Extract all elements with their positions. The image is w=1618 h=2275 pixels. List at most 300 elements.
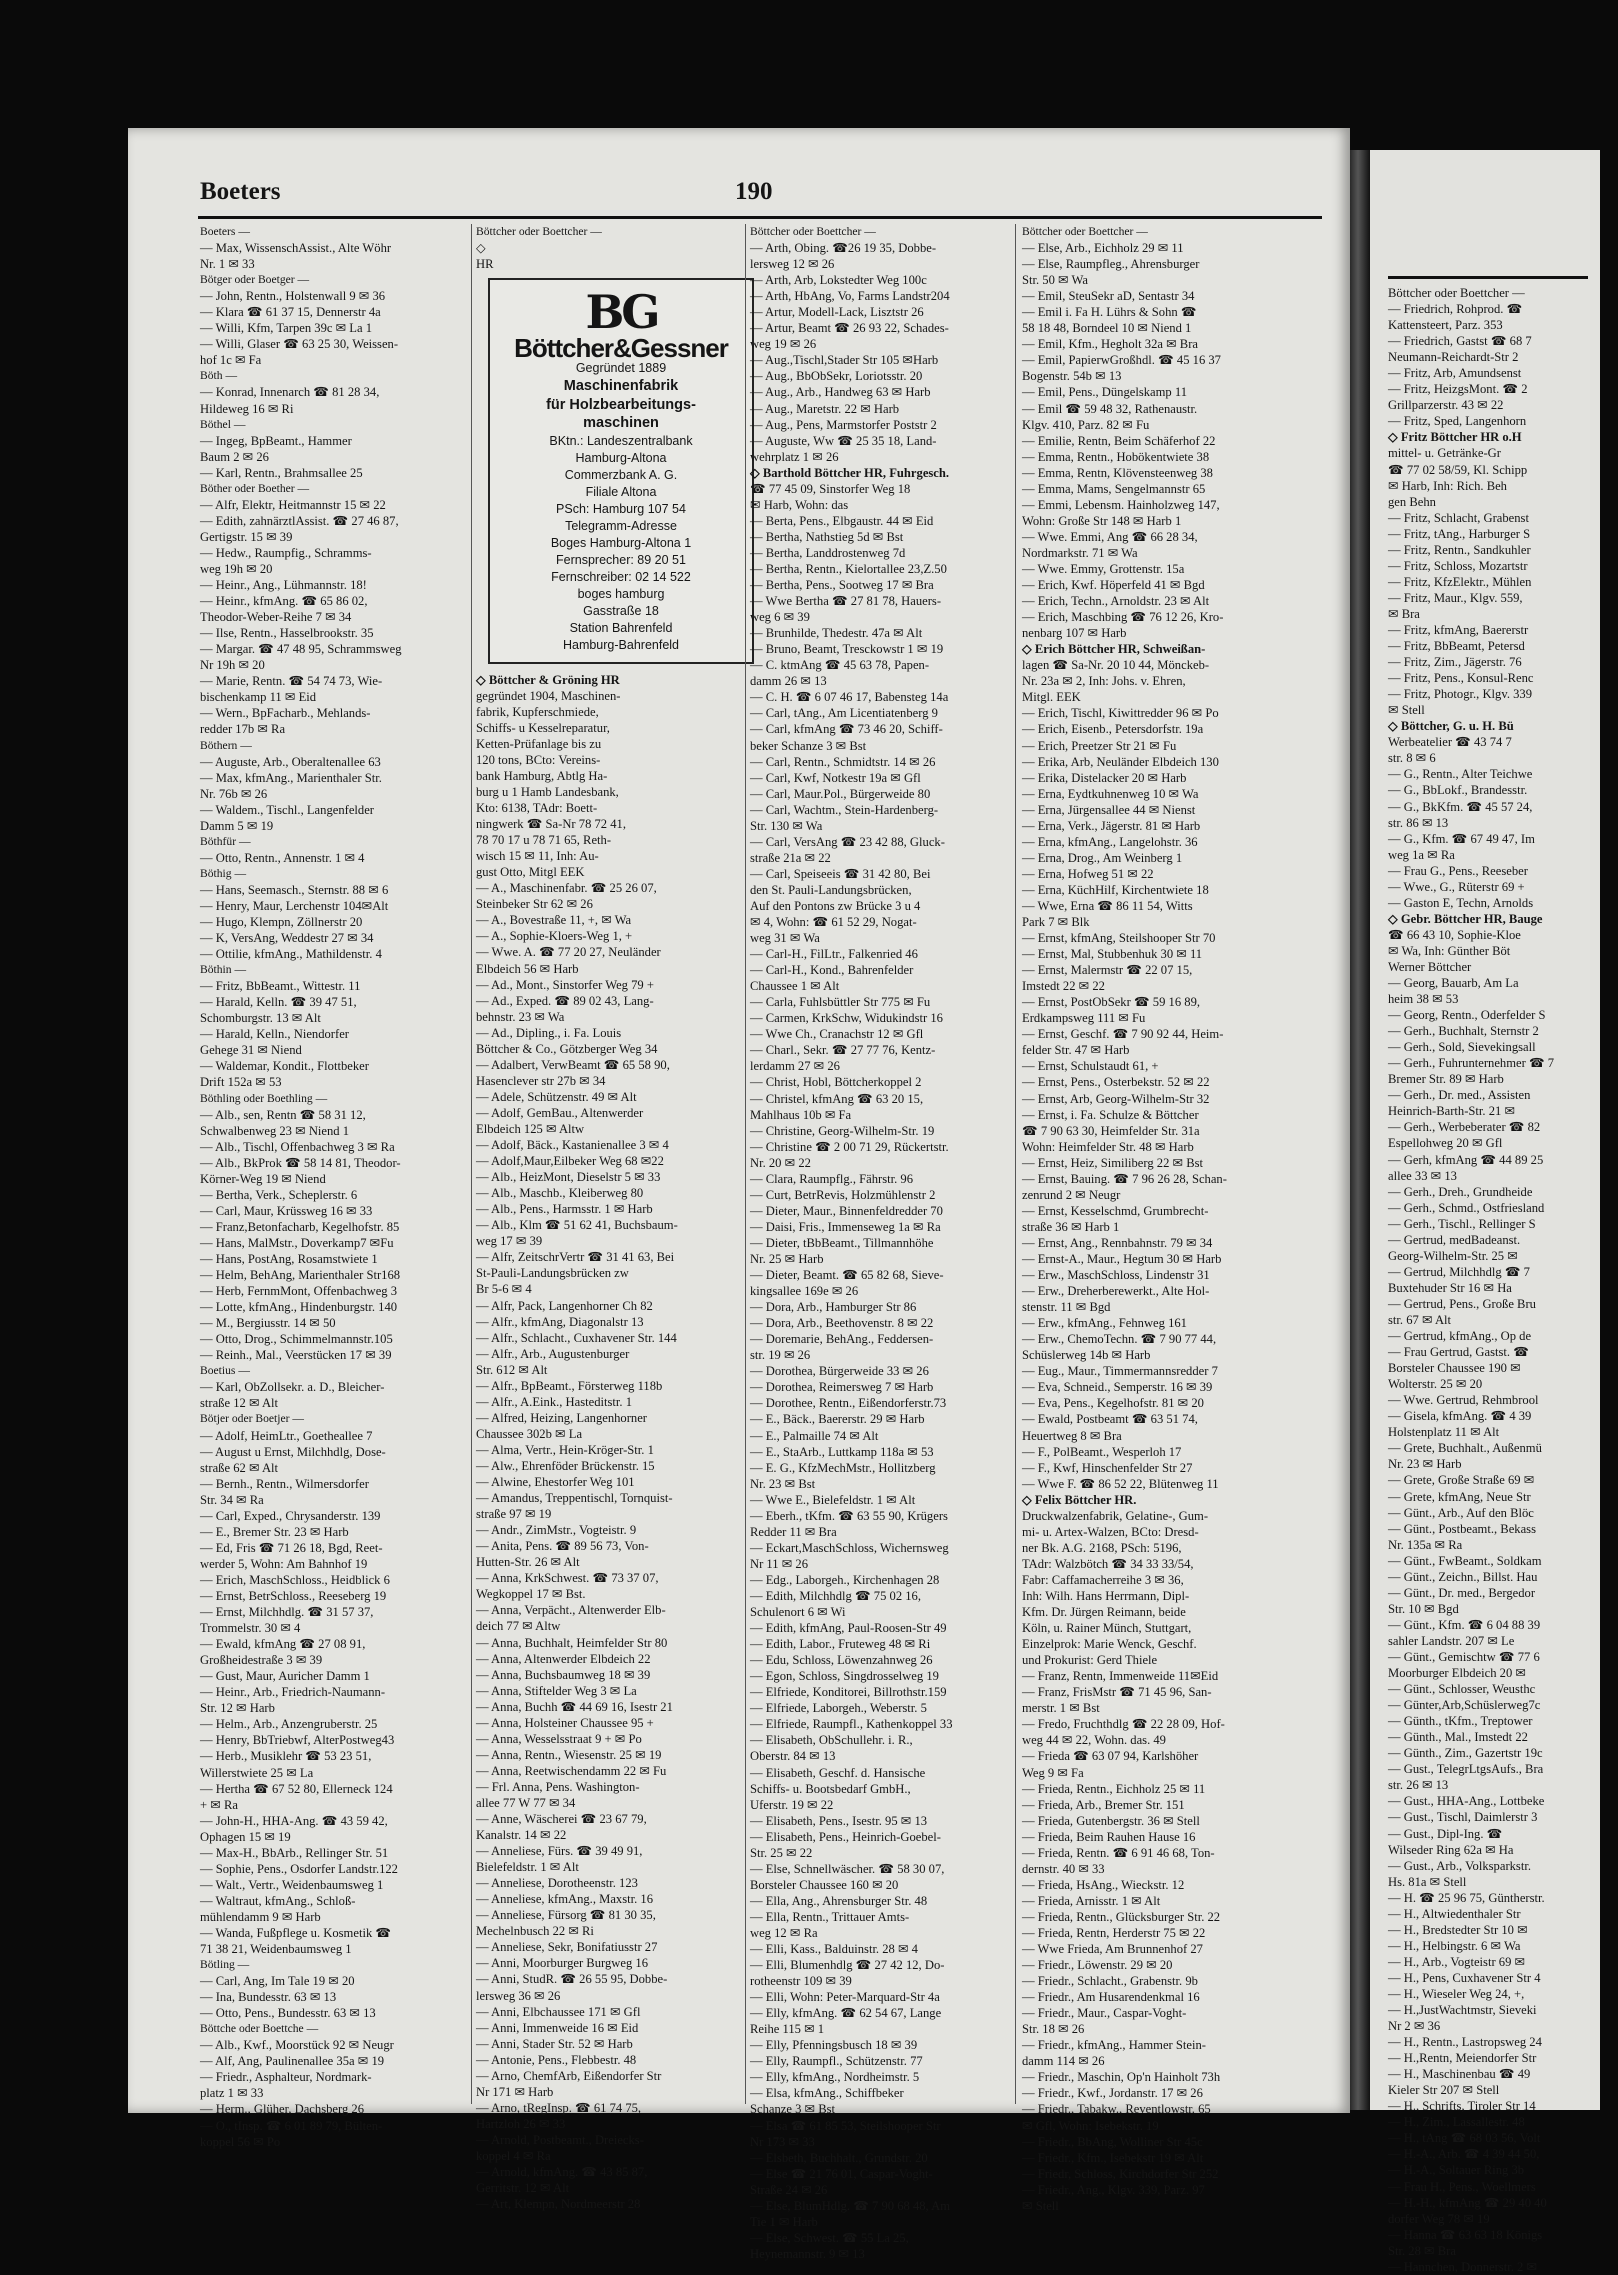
directory-entry: Drift 152a ✉ 53 [200, 1075, 282, 1090]
directory-entry: — Erika, Arb, Neuländer Elbdeich 130 [1022, 754, 1219, 769]
directory-entry: merstr. 1 ✉ Bst [1022, 1701, 1100, 1716]
directory-entry: St-Pauli-Landungsbrücken zw [476, 1266, 629, 1281]
directory-entry: — Ella, Rentn., Trittauer Amts- [750, 1909, 910, 1924]
directory-entry: Inh: Wilh. Hans Herrmann, Dipl- [1022, 1588, 1190, 1603]
directory-entry: Nr. 25 ✉ Harb [750, 1252, 824, 1266]
directory-entry: — Friedr., Am Husarendenkmal 16 [1022, 1990, 1200, 2005]
column-divider [1015, 224, 1016, 2104]
adjacent-entry: ◇ Fritz Böttcher HR o.H [1388, 430, 1522, 445]
directory-entry: — Alfr, ZeitschrVertr ☎ 31 41 63, Bei [476, 1250, 675, 1265]
directory-entry: — Emil, Kfm., Hegholt 32a ✉ Bra [1022, 337, 1198, 352]
directory-entry: Hasenclever str 27b ✉ 34 [476, 1073, 606, 1088]
directory-entry: — Herb., Musiklehr ☎ 53 23 51, [200, 1749, 372, 1764]
directory-entry: — Heinr., kfmAng. ☎ 65 86 02, [200, 594, 368, 609]
directory-entry: — Erna, kfmAng., Langelohstr. 36 [1022, 834, 1198, 849]
directory-entry: — Alfr., BpBeamt., Försterweg 118b [476, 1378, 663, 1393]
directory-entry: 78 70 17 u 78 71 65, Reth- [476, 833, 612, 848]
ad-line: Telegramm-Adresse [565, 518, 677, 533]
directory-entry: — Anneliese, Fürsorg ☎ 81 30 35, [476, 1908, 656, 1923]
ad-line: Commerzbank A. G. [564, 467, 678, 482]
directory-entry: Br 5-6 ✉ 4 [476, 1282, 532, 1297]
directory-entry: — Else, Arb., Eichholz 29 ✉ 11 [1022, 241, 1184, 256]
directory-entry: Auf den Pontons zw Brücke 3 u 4 [750, 898, 921, 913]
directory-entry: — A., Sophie-Kloers-Weg 1, + [476, 929, 633, 944]
directory-entry: — Waltraut, kfmAng., Schloß- [200, 1893, 356, 1908]
adjacent-entry: — Wwe. Gertrud, Rehmbrool [1388, 1393, 1539, 1408]
directory-entry: — Carl, VersAng ☎ 23 42 88, Gluck- [750, 834, 945, 849]
directory-entry: — Else, Raumpfleg., Ahrensburger [1022, 257, 1200, 272]
directory-entry: — Adolf,Maur,Eilbeker Weg 68 ✉22 [476, 1154, 664, 1169]
directory-entry: — Arnold, Postbeamt., Dreiecks- [476, 2132, 644, 2147]
adjacent-entry: Werner Böttcher [1388, 959, 1472, 974]
directory-entry: — E., StaArb., Luttkamp 118a ✉ 53 [750, 1444, 934, 1459]
directory-entry: — Eva, Schneid., Semperstr. 16 ✉ 39 [1022, 1380, 1213, 1395]
directory-entry: — Art, Klempn, Nordmeerstr 28 [476, 2197, 641, 2212]
adjacent-entry: Str. 28 ✉ Bra [1388, 2243, 1456, 2258]
directory-entry: Heuertweg 8 ✉ Bra [1022, 1428, 1122, 1443]
directory-entry: weg 31 ✉ Wa [750, 931, 820, 946]
directory-entry: — Hedw., Raumpfig., Schramms- [200, 545, 372, 560]
directory-entry: — Erich, Tischl, Kiwittredder 96 ✉ Po [1022, 706, 1219, 721]
adjacent-entry: ☎ 66 43 10, Sophie-Kloe [1388, 927, 1521, 942]
ad-line: Hamburg-Bahrenfeld [562, 637, 680, 652]
directory-entry: Böthfür — [200, 834, 251, 848]
ad-line: für Holzbearbeitungs- [546, 396, 696, 413]
adjacent-entry: — Fritz, Photogr., Klgv. 339 [1388, 687, 1533, 702]
directory-entry: — Bertha, Pens., Sootweg 17 ✉ Bra [750, 578, 934, 593]
directory-entry: Böthin — [200, 963, 247, 977]
ad-line: Boges Hamburg-Altona 1 [550, 535, 692, 550]
directory-entry: — Ernst, Heiz, Similiberg 22 ✉ Bst [1022, 1155, 1204, 1170]
directory-entry: — Emma, Mams, Sengelmannstr 65 [1022, 481, 1206, 496]
adjacent-entry: — Günt., Dr. med., Bergedor [1388, 1585, 1536, 1600]
directory-entry: Borsteler Chaussee 160 ✉ 20 [750, 1877, 899, 1892]
directory-entry: Gertigstr. 15 ✉ 39 [200, 529, 293, 544]
advertisement-box [488, 278, 754, 664]
directory-entry: — Walt., Vertr., Weidenbaumsweg 1 [200, 1877, 384, 1892]
directory-entry: — Friedr., Asphalteur, Nordmark- [200, 2070, 372, 2085]
directory-entry: — Fritz, BbBeamt., Wittestr. 11 [200, 979, 361, 994]
directory-entry: — Ewald, kfmAng ☎ 27 08 91, [200, 1637, 366, 1652]
directory-entry: — Wwe F. ☎ 86 52 22, Blütenweg 11 [1022, 1476, 1219, 1491]
directory-entry: Ophagen 15 ✉ 19 [200, 1829, 291, 1844]
directory-entry: weg 12 ✉ Ra [750, 1925, 818, 1940]
directory-entry: lersweg 36 ✉ 26 [476, 1988, 561, 2003]
directory-entry: — Carl, tAng., Am Licentiatenberg 9 [750, 706, 938, 721]
directory-entry: — Anna, Verpächt., Altenwerder Elb- [476, 1603, 666, 1618]
directory-entry: — Alwine, Ehestorfer Weg 101 [476, 1475, 635, 1490]
directory-entry: — Henry, BbTriebwf, AlterPostweg43 [200, 1733, 395, 1748]
adjacent-entry: weg 1a ✉ Ra [1388, 847, 1455, 862]
book-spine [1350, 150, 1370, 2110]
directory-entry: Schüslerweg 14b ✉ Harb [1022, 1348, 1151, 1363]
header-rule [198, 216, 1322, 219]
directory-entry: fabrik, Kupferschmiede, [476, 704, 599, 719]
directory-entry: — Bertha, Landdrostenweg 7d [750, 545, 906, 560]
directory-entry: Schiffs- u Kesselreparatur, [476, 720, 610, 735]
directory-entry: — Friedr., Tabakw., Reventlowstr. 65 [1022, 2102, 1211, 2117]
adjacent-entry: ☎ 77 02 58/59, Kl. Schipp [1388, 462, 1528, 477]
directory-entry: mi- u. Artex-Walzen, BCto: Dresd- [1022, 1524, 1199, 1539]
adjacent-entry: — H.-A., Soltauer Ring 3b [1388, 2163, 1525, 2178]
directory-entry: — Frieda, Rentn., Glücksburger Str. 22 [1022, 1909, 1221, 1924]
directory-entry: — Ernst, Schulstaudt 61, + [1022, 1059, 1159, 1074]
ad-line: Filiale Altona [585, 484, 657, 499]
directory-entry: ◇ [476, 241, 486, 256]
directory-entry: — Friedr., Maur., Caspar-Voght- [1022, 2006, 1187, 2021]
directory-entry: — Anneliese, kfmAng., Maxstr. 16 [476, 1892, 653, 1907]
directory-entry: — Daisi, Fris., Immenseweg 1a ✉ Ra [750, 1219, 941, 1234]
directory-entry: — Hans, Seemasch., Sternstr. 88 ✉ 6 [200, 882, 389, 897]
adjacent-entry: Grillparzerstr. 43 ✉ 22 [1388, 398, 1504, 413]
adjacent-entry: — H. ☎ 25 96 75, Güntherstr. [1388, 1890, 1545, 1905]
directory-entry: burg u 1 Hamb Landesbank, [476, 785, 619, 800]
directory-entry: — Dora, Arb., Beethovenstr. 8 ✉ 22 [750, 1316, 934, 1331]
adjacent-entry: — Fritz, Zim., Jägerstr. 76 [1388, 655, 1522, 670]
adjacent-entry: — Fritz, Schlacht, Grabenst [1388, 510, 1529, 525]
directory-entry: Köln, u. Rainer Münch, Stuttgart, [1022, 1621, 1192, 1636]
adjacent-entry: — Gust., Dipl-Ing. ☎ [1388, 1826, 1503, 1841]
directory-entry: — Anni, Immenweide 16 ✉ Eid [476, 2020, 639, 2035]
directory-entry: — Elisabeth, Pens., Heinrich-Goebel- [750, 1829, 941, 1844]
directory-entry: Einzelprok: Marie Wenck, Geschf. [1022, 1637, 1197, 1652]
directory-entry: — Alw., Ehrenföder Brückenstr. 15 [476, 1458, 655, 1473]
adjacent-entry: — Fritz, Sped, Langenhorn [1388, 414, 1527, 429]
directory-entry: — Amandus, Treppentischl, Tornquist- [476, 1491, 673, 1506]
directory-entry: str. 19 ✉ 26 [750, 1348, 811, 1363]
ad-line: maschinen [583, 415, 659, 432]
adjacent-entry: str. 8 ✉ 6 [1388, 751, 1436, 766]
directory-entry: Böttcher oder Boettcher — [1022, 225, 1148, 238]
directory-entry: — Dorothea, Reimersweg 7 ✉ Harb [750, 1380, 934, 1395]
directory-entry: Trommelstr. 30 ✉ 4 [200, 1621, 301, 1636]
directory-entry: — Max, WissenschAssist., Alte Wöhr [200, 241, 392, 256]
directory-entry: — Erw., Dreherberewerkt., Alte Hol- [1022, 1284, 1210, 1299]
directory-entry: Wegkoppel 17 ✉ Bst. [476, 1587, 586, 1602]
directory-entry: wisch 15 ✉ 11, Inh: Au- [476, 849, 599, 864]
directory-entry: — Hugo, Klempn, Zöllnerstr 20 [200, 915, 363, 930]
directory-entry: koppel 56 ✉ Po [200, 2134, 281, 2149]
directory-entry: — Elisabeth, ObSchullehr. i. R., [750, 1733, 913, 1748]
adjacent-entry: — H., Helbingstr. 6 ✉ Wa [1388, 1938, 1521, 1953]
directory-entry: — Franz, FrisMstr ☎ 71 45 96, San- [1022, 1685, 1212, 1700]
directory-entry: — Christel, kfmAng ☎ 63 20 15, [750, 1091, 924, 1106]
directory-entry: — Aug., Maretstr. 22 ✉ Harb [750, 401, 900, 416]
directory-entry: Bötling — [200, 1958, 250, 1972]
directory-entry: — Emil i. Fa H. Lührs & Sohn ☎ [1022, 305, 1197, 320]
directory-entry: — Alb., BkProk ☎ 58 14 81, Theodor- [200, 1155, 401, 1170]
directory-entry: — Karl, ObZollsekr. a. D., Bleicher- [200, 1380, 385, 1395]
directory-entry: weg 44 ✉ 22, Wohn. das. 49 [1022, 1733, 1166, 1748]
directory-entry: Willerstwiete 25 ✉ La [200, 1765, 314, 1780]
directory-entry: — Elisabeth, Geschf. d. Hansische [750, 1765, 926, 1780]
directory-entry: weg 19 ✉ 26 [750, 337, 817, 352]
adjacent-entry: — Günt., FwBeamt., Soldkam [1388, 1553, 1542, 1568]
adjacent-entry: — Gertrud, medBadeanst. [1388, 1232, 1521, 1247]
directory-entry: — Carl, kfmAng ☎ 73 46 20, Schiff- [750, 722, 943, 737]
directory-entry: Ketten-Prüfanlage bis zu [476, 736, 602, 751]
directory-entry: Böthling oder Boethling — [200, 1091, 328, 1105]
directory-entry: — Reinh., Mal., Veerstücken 17 ✉ 39 [200, 1348, 392, 1363]
adjacent-entry: — H., Zim., Lassallestr. 48 [1388, 2115, 1525, 2130]
directory-entry: Fabr: Caffamacherreihe 3 ✉ 36, [1022, 1572, 1184, 1587]
directory-entry: — Alb., Pens., Harmsstr. 1 ✉ Harb [476, 1202, 653, 1217]
directory-entry: — John, Rentn., Holstenwall 9 ✉ 36 [200, 289, 386, 304]
directory-entry: Nr. 1 ✉ 33 [200, 257, 255, 272]
directory-entry: Mechelnbusch 22 ✉ Ri [476, 1924, 594, 1939]
adjacent-entry: — G., BkKfm. ☎ 45 57 24, [1388, 799, 1533, 814]
directory-entry: — Elli, Blumenhdlg ☎ 27 42 12, Do- [750, 1958, 945, 1973]
adjacent-entry: — H.-A., Arb. ☎ 4 39 44 50, [1388, 2147, 1540, 2162]
adjacent-entry: ✉ Wa, Inh: Günther Böt [1388, 943, 1511, 958]
directory-entry: — Herm., Glüher, Dachsberg 26 [200, 2102, 364, 2117]
directory-entry: Boeters — [200, 225, 250, 238]
directory-entry: — Frieda ☎ 63 07 94, Karlshöher [1022, 1749, 1199, 1764]
directory-entry: Reihe 115 ✉ 1 [750, 2022, 825, 2037]
directory-entry: — Dieter, Beamt. ☎ 65 82 68, Sieve- [750, 1268, 944, 1283]
directory-entry: zenrund 2 ✉ Neugr [1022, 1187, 1121, 1202]
directory-entry: — Waldem., Tischl., Langenfelder [200, 802, 374, 817]
directory-entry: — Brunhilde, Thedestr. 47a ✉ Alt [750, 626, 923, 641]
directory-entry: — Ernst, Kesselschmd, Grumbrecht- [1022, 1203, 1209, 1218]
directory-entry: — Wwe. A. ☎ 77 20 27, Neuländer [476, 945, 661, 960]
directory-entry: Elbdeich 125 ✉ Altw [476, 1122, 585, 1136]
directory-entry: Klgv. 410, Parz. 82 ✉ Fu [1022, 417, 1150, 432]
directory-entry: lersweg 12 ✉ 26 [750, 257, 835, 272]
directory-entry: ◇ Erich Böttcher HR, Schweißan- [1022, 642, 1206, 657]
adjacent-entry: — H.-H., kfmAng ☎ 29 40 40 [1388, 2195, 1547, 2210]
adjacent-entry: — Fritz, Pens., Konsul-Renc [1388, 671, 1534, 686]
directory-entry: Böthel — [200, 417, 246, 431]
directory-entry: Chaussee 1 ✉ Alt [750, 979, 840, 994]
directory-entry: — Anna, Buchhalt, Heimfelder Str 80 [476, 1635, 668, 1650]
directory-entry: Damm 5 ✉ 19 [200, 818, 274, 833]
directory-entry: — Else, BlumHdlg. ☎ 7 90 68 48, Am [750, 2198, 951, 2213]
directory-entry: Boetius — [200, 1364, 250, 1378]
directory-entry: — Erna, Jürgensallee 44 ✉ Nienst [1022, 802, 1196, 817]
directory-entry: — Franz, Rentn, Immenweide 11✉Eid [1022, 1669, 1219, 1684]
directory-entry: — Ernst, Ang., Rennbahnstr. 79 ✉ 34 [1022, 1235, 1213, 1250]
directory-entry: — Willi, Kfm, Tarpen 39c ✉ La 1 [200, 321, 373, 336]
adjacent-entry: — Gerh, kfmAng ☎ 44 89 25 [1388, 1152, 1544, 1167]
directory-entry: — Arth, Arb, Lokstedter Weg 100c [750, 273, 927, 288]
directory-entry: — Alf, Ang, Paulinenallee 35a ✉ 19 [200, 2054, 385, 2069]
directory-entry: Böttcher & Co., Götzberger Weg 34 [476, 1041, 658, 1056]
directory-entry: Kanalstr. 14 ✉ 22 [476, 1828, 567, 1843]
directory-entry: — Ernst, Arb, Georg-Wilhelm-Str 32 [1022, 1091, 1210, 1106]
adjacent-entry: — Günt., Zeichn., Billst. Hau [1388, 1569, 1538, 1584]
directory-entry: redder 17b ✉ Ra [200, 722, 286, 737]
directory-entry: Hildeweg 16 ✉ Ri [200, 401, 294, 416]
directory-entry: — Ewald, Postbeamt ☎ 63 51 74, [1022, 1412, 1198, 1427]
adjacent-entry: — Fritz, Schloss, Mozartstr [1388, 558, 1528, 573]
adjacent-entry: — Fritz, BbBeamt, Petersd [1388, 639, 1525, 654]
directory-entry: — Lotte, kfmAng., Hindenburgstr. 140 [200, 1300, 398, 1315]
directory-entry: hof 1c ✉ Fa [200, 353, 262, 368]
directory-entry: — Bertha, Verk., Scheplerstr. 6 [200, 1187, 358, 1202]
directory-entry: — Wwe Frieda, Am Brunnenhof 27 [1022, 1942, 1203, 1957]
directory-entry: — Eckart,MaschSchloss, Wichernsweg [750, 1540, 949, 1555]
adjacent-entry: Böttcher oder Boettcher — [1388, 286, 1525, 300]
adjacent-entry: — Fritz, Maur., Klgv. 559, [1388, 590, 1523, 605]
directory-entry: — E., Palmaille 74 ✉ Alt [750, 1428, 879, 1443]
column-divider [471, 224, 472, 2104]
directory-entry: — Alb., HeizMont, Dieselstr 5 ✉ 33 [476, 1170, 661, 1185]
directory-entry: Wohn: Große Str 148 ✉ Harb 1 [1022, 513, 1182, 528]
adjacent-entry: — Friedrich, Rohprod. ☎ [1388, 302, 1523, 317]
directory-entry: — Anna, Buchh ☎ 44 69 16, Isestr 21 [476, 1699, 673, 1714]
directory-entry: — Otto, Rentn., Annenstr. 1 ✉ 4 [200, 850, 365, 865]
directory-entry: damm 114 ✉ 26 [1022, 2054, 1105, 2069]
directory-entry: — Wwe E., Bielefeldstr. 1 ✉ Alt [750, 1492, 916, 1507]
directory-entry: — Alfr., kfmAng, Diagonalstr 13 [476, 1314, 644, 1329]
directory-entry: — Elfriede, Raumpfl., Kathenkoppel 33 [750, 1717, 953, 1732]
directory-entry: — Edith, Milchhdlg ☎ 75 02 16, [750, 1588, 922, 1603]
adjacent-entry: — H., Maschinenbau ☎ 49 [1388, 2067, 1531, 2082]
adjacent-entry: — Günt., Postbeamt., Bekass [1388, 1521, 1536, 1536]
directory-entry: nenbarg 107 ✉ Harb [1022, 626, 1127, 641]
adjacent-entry: — Günt., Kfm. ☎ 6 04 88 39 [1388, 1617, 1541, 1632]
directory-entry: TAdr: Walzbötch ☎ 34 33 33/54, [1022, 1556, 1194, 1571]
directory-entry: — Charl., Sekr. ☎ 27 77 76, Kentz- [750, 1043, 936, 1058]
directory-entry: ◇ Böttcher & Gröning HR [476, 672, 620, 687]
directory-entry: — Anneliese, Fürs. ☎ 39 49 91, [476, 1844, 643, 1859]
directory-entry: — Carl, Exped., Chrysanderstr. 139 [200, 1508, 381, 1523]
adjacent-entry: — Friedrich, Gastst ☎ 68 7 [1388, 334, 1532, 349]
adjacent-entry: gen Behn [1388, 494, 1436, 509]
directory-entry: — Arnold, kfmAng. ☎ 43 85 87, [476, 2165, 648, 2180]
company-logo: BG [585, 285, 657, 340]
directory-entry: — Helm, BehAng, Marienthaler Str168 [200, 1268, 401, 1283]
directory-entry: Nr. 23a ✉ 2, Inh: Johs. v. Ehren, [1022, 674, 1186, 689]
directory-entry: — Erna, Eydtkuhnenweg 10 ✉ Wa [1022, 786, 1199, 801]
directory-entry: deich 77 ✉ Altw [476, 1619, 561, 1634]
directory-entry: — Erna, Hofweg 51 ✉ 22 [1022, 866, 1154, 881]
directory-entry: Schulenort 6 ✉ Wi [750, 1605, 846, 1620]
directory-entry: — Dorothea, Bürgerweide 33 ✉ 26 [750, 1364, 929, 1379]
directory-entry: Böttcher oder Boettcher — [476, 225, 602, 238]
adjacent-entry: Heinrich-Barth-Str. 21 ✉ [1388, 1104, 1516, 1119]
adjacent-entry: Georg-Wilhelm-Str. 25 ✉ [1388, 1248, 1518, 1263]
directory-entry: Chaussee 302b ✉ La [476, 1426, 583, 1441]
directory-entry: — Ad., Mont., Sinstorfer Weg 79 + [476, 977, 654, 992]
directory-entry: — Else, Schnellwäscher. ☎ 58 30 07, [750, 1861, 945, 1876]
directory-entry: — Aug.,Tischl,Stader Str 105 ✉Harb [750, 353, 939, 368]
directory-entry: — Anna, Buchsbaumweg 18 ✉ 39 [476, 1667, 651, 1682]
adjacent-entry: — Günt., Schlosser, Weusthc [1388, 1682, 1536, 1697]
directory-entry: beker Schanze 3 ✉ Bst [750, 738, 867, 753]
directory-entry: ✉ Harb, Wohn: das [750, 497, 849, 512]
directory-entry: — Elli, Wohn: Peter-Marquard-Str 4a [750, 1990, 940, 2005]
adjacent-entry: sahler Landstr. 207 ✉ Le [1388, 1633, 1515, 1648]
directory-entry: — Doremarie, BehAng., Feddersen- [750, 1332, 934, 1347]
directory-entry: Druckwalzenfabrik, Gelatine-, Gum- [1022, 1508, 1209, 1523]
directory-entry: — Anita, Pens. ☎ 89 56 73, Von- [476, 1539, 649, 1554]
directory-entry: — Klara ☎ 61 37 15, Dennerstr 4a [200, 305, 381, 320]
directory-entry: — Wwe Bertha ☎ 27 81 78, Hauers- [750, 594, 942, 609]
directory-entry: — Ernst, PostObSekr ☎ 59 16 89, [1022, 995, 1201, 1010]
adjacent-entry: — H., Schrifts, Tiroler Str 14 [1388, 2099, 1536, 2114]
directory-entry: — Alfr., Schlacht., Cuxhavener Str. 144 [476, 1330, 677, 1345]
directory-entry: — Erich, MaschSchloss., Heidblick 6 [200, 1572, 390, 1587]
directory-entry: 58 18 48, Borndeel 10 ✉ Niend 1 [1022, 321, 1192, 336]
directory-entry: Str. 50 ✉ Wa [1022, 273, 1088, 288]
directory-entry: Schomburgstr. 13 ✉ Alt [200, 1011, 321, 1026]
directory-entry: — Frieda, Arb., Bremer Str. 151 [1022, 1797, 1185, 1812]
directory-entry: — Alfr., A.Eink., Hasteditstr. 1 [476, 1394, 633, 1409]
directory-entry: — Elly, Raumpfl., Schützenstr. 77 [750, 2054, 923, 2069]
directory-entry: — Alfred, Heizing, Langenhorner [476, 1410, 648, 1425]
directory-entry: — Ernst, i. Fa. Schulze & Böttcher [1022, 1107, 1199, 1122]
adjacent-entry: — Grete, kfmAng, Neue Str [1388, 1489, 1531, 1504]
adjacent-page-column [1388, 246, 1618, 2275]
directory-entry: — Carl, Ang, Im Tale 19 ✉ 20 [200, 1974, 355, 1989]
directory-entry: — Frieda, HsAng., Wieckstr. 12 [1022, 1877, 1185, 1892]
directory-entry: — Sophie, Pens., Osdorfer Landstr.122 [200, 1861, 398, 1876]
directory-entry: — Erw., ChemoTechn. ☎ 7 90 77 44, [1022, 1332, 1217, 1347]
adjacent-entry: — Fritz, Arb, Amundsenst [1388, 366, 1522, 381]
ad-line: Station Bahrenfeld [569, 620, 673, 635]
adjacent-entry: Bremer Str. 89 ✉ Harb [1388, 1072, 1504, 1087]
directory-entry: — Elly, kfmAng., Nordheimstr. 5 [750, 2070, 920, 2085]
directory-entry: den St. Pauli-Landungsbrücken, [750, 882, 912, 897]
column-1 [200, 224, 470, 2149]
adjacent-header-rule [1388, 276, 1588, 279]
directory-entry: Hartzloh 26 ✉ 33 [476, 2116, 566, 2131]
directory-entry: — E. G., KfzMechMstr., Hollitzberg [750, 1460, 936, 1475]
adjacent-entry: — Fritz, KfzElektr., Mühlen [1388, 574, 1532, 589]
directory-entry: — Heinr., Arb., Friedrich-Naumann- [200, 1685, 386, 1700]
directory-entry: Theodor-Weber-Reihe 7 ✉ 34 [200, 610, 352, 625]
directory-entry: — Friedr., Kwf., Jordanstr. 17 ✉ 26 [1022, 2086, 1203, 2101]
ad-text [496, 360, 746, 654]
directory-entry: — Bertha, Nathstieg 5d ✉ Bst [750, 529, 904, 544]
directory-entry: — Ernst-A., Maur., Hegtum 30 ✉ Harb [1022, 1252, 1222, 1266]
directory-entry: — Frieda, Rentn., Eichholz 25 ✉ 11 [1022, 1781, 1206, 1796]
directory-entry: — Harald, Kelln., Niendorfer [200, 1027, 349, 1042]
adjacent-entry: — Gerh., Tischl., Rellinger S [1388, 1216, 1536, 1231]
directory-entry: — Antonie, Pens., Flebbestr. 48 [476, 2052, 637, 2067]
adjacent-entry: Nr. 135a ✉ Ra [1388, 1537, 1463, 1552]
adjacent-entry: str. 86 ✉ 13 [1388, 815, 1449, 830]
directory-entry: — Carmen, KrkSchw, Widukindstr 16 [750, 1011, 943, 1026]
directory-entry: — K, VersAng, Weddestr 27 ✉ 34 [200, 931, 374, 946]
directory-entry: — A., Bovestraße 11, +, ✉ Wa [476, 913, 632, 928]
directory-entry: felder Str. 47 ✉ Harb [1022, 1043, 1130, 1058]
directory-entry: — Max-H., BbArb., Rellinger Str. 51 [200, 1845, 389, 1860]
directory-entry: — Ernst, Geschf. ☎ 7 90 92 44, Heim- [1022, 1027, 1224, 1042]
directory-entry: mühlendamm 9 ✉ Harb [200, 1909, 321, 1924]
directory-entry: — Elsbeth, Buchhalt., Grundstr. 20 [750, 2150, 928, 2165]
directory-entry: Str. 25 ✉ 22 [750, 1845, 813, 1860]
ad-line: Fernschreiber: 02 14 522 [551, 569, 691, 584]
directory-entry: 71 38 21, Weidenbaumsweg 1 [200, 1942, 352, 1957]
directory-entry: — Dora, Arb., Hamburger Str 86 [750, 1300, 917, 1315]
directory-entry: — Erich, Kwf. Höperfeld 41 ✉ Bgd [1022, 578, 1205, 593]
directory-entry: — Dieter, Maur., Binnenfeldredder 70 [750, 1203, 943, 1218]
directory-entry: — Carla, Fuhlsbüttler Str 775 ✉ Fu [750, 995, 931, 1010]
adjacent-entry: — Gerh., Dr. med., Assisten [1388, 1088, 1531, 1103]
ad-line: BKtn.: Landeszentralbank [549, 433, 693, 448]
directory-entry: — Otto, Pens., Bundesstr. 63 ✉ 13 [200, 2006, 376, 2021]
directory-entry: kingsallee 169e ✉ 26 [750, 1284, 859, 1299]
adjacent-entry: — G., BbLokf., Brandesstr. [1388, 783, 1528, 798]
directory-entry: — Anni, Elbchaussee 171 ✉ Gfl [476, 2004, 641, 2019]
running-head-name: Boeters [200, 178, 281, 205]
directory-entry: — Anna, Altenwerder Elbdeich 22 [476, 1651, 651, 1666]
directory-entry: wehrplatz 1 ✉ 26 [750, 449, 839, 464]
directory-entry: — Arno, ChemfArb, Eißendorfer Str [476, 2068, 662, 2083]
